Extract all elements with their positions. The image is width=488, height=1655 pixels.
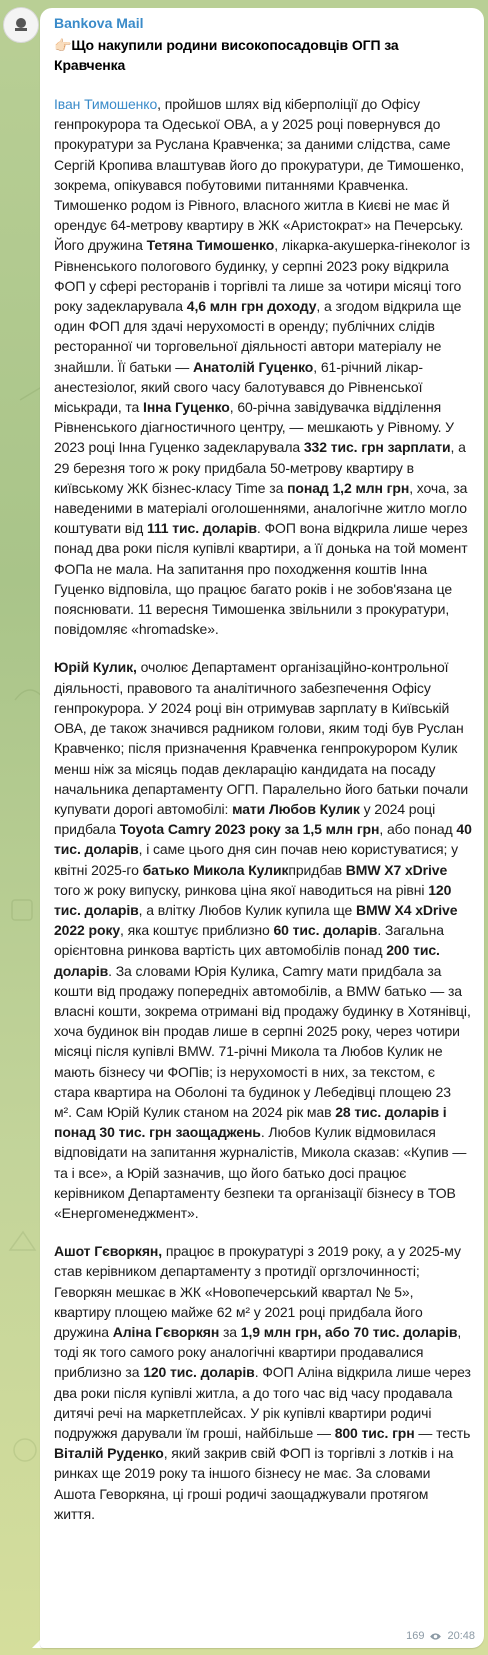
text-bold: 332 тис. грн зарплати bbox=[303, 439, 451, 456]
text-bold: мати Любов Кулик bbox=[232, 800, 360, 817]
channel-avatar[interactable] bbox=[3, 7, 39, 43]
text: того ж року випуску, ринкова ціна якої наводиться на рівні bbox=[54, 881, 429, 898]
text-bold: 120 тис. доларів bbox=[143, 1364, 255, 1381]
text-bold: BMW X4 xDrive 2022 року bbox=[54, 901, 458, 939]
text: , 61-річний лікар-анестезіолог, який свого часу балотувався до Рівненської міськради, та bbox=[54, 358, 423, 416]
paragraph-kulyk bbox=[54, 657, 472, 1223]
eye-icon bbox=[429, 1632, 442, 1641]
view-count: 169 bbox=[406, 1630, 425, 1642]
text-bold: Анатолій Гуценко bbox=[192, 358, 314, 375]
text: придбав bbox=[288, 861, 346, 878]
text: . Любов Кулик відмовилася відповідати на запитання журналістів, Микола сказав: «Купив — та і все», а Юрій зазначив, що його батько досі працює керівником Департаменту безпеки та організації бізнесу в ТОВ «Енергоменеджмент». bbox=[54, 1124, 467, 1221]
channel-name[interactable]: Bankova Mail bbox=[54, 15, 144, 31]
text-bold: Toyota Camry 2023 року за 1,5 млн грн bbox=[119, 821, 380, 838]
text: , пройшов шлях від кіберполіції до Офісу генпрокурора та Одеської ОВА, а у 2025 році повернувся до прокуратури за Руслана Кравченка; за даними слідства, саме Сергій Кропива влаштував його до прокуратури, де Тимошенко, зокрема, опікувався побутовими питаннями Кравченка. Тимошенко родом із Рівного, власного житла в Києві не має й орендує 64-метрову квартиру в ЖК «Аристократ» на Печерську. Його дружина bbox=[54, 96, 465, 254]
message-bubble bbox=[40, 8, 484, 1648]
paragraph-tymoshenko bbox=[54, 94, 472, 639]
text: , а влітку Любов Кулик купила ще bbox=[138, 901, 357, 918]
text-bold: Інна Гуценко bbox=[143, 399, 230, 416]
person-link[interactable]: Іван Тимошенко bbox=[54, 96, 158, 112]
paragraph-rudenko bbox=[54, 1443, 472, 1524]
text: , а згодом відкрила ще один ФОП для здачі нерухомості в оренду; публічних слідів ресторанної чи торговельної діяльності автори матеріалу не знайшли. Її батьки — bbox=[54, 298, 462, 375]
message-time: 20:48 bbox=[447, 1630, 475, 1642]
text: , тоді як того самого року аналогічні квартири продавалися приблизно за bbox=[54, 1323, 462, 1381]
text: , і саме цього дня син почав нею користуватися; у квітні 2025-го bbox=[54, 841, 458, 878]
text-bold: 40 тис. доларів bbox=[54, 821, 472, 858]
text-bold: 28 тис. доларів і понад 30 тис. грн заощаджень bbox=[54, 1103, 447, 1141]
text-bold: BMW X7 xDrive bbox=[345, 861, 448, 878]
text-bold: 4,6 млн грн доходу bbox=[186, 298, 317, 315]
message-body bbox=[54, 94, 472, 1524]
post-headline bbox=[54, 35, 472, 75]
paragraph-gevorkyan bbox=[54, 1241, 472, 1443]
headline-text: Що накупили родини високопосадовців ОГП за Кравченка bbox=[54, 37, 399, 73]
text-bold: 120 тис. доларів bbox=[54, 881, 452, 918]
text: , лікарка-акушерка-гінеколог із Рівненського пологового будинку, у серпні 2023 року відкрила ФОП у сфері ресторанів і торгівлі та лише за чотири місяці того року задекларувала bbox=[54, 237, 470, 315]
text-bold: 60 тис. доларів bbox=[273, 922, 378, 939]
text: , хоча, за наведеними в матеріалі оголошеннями, аналогічне житло могло коштувати від bbox=[54, 479, 468, 537]
text-bold: батько Микола Кулик bbox=[142, 861, 289, 878]
text: . За словами Юрія Кулика, Camry мати придбала за кошти від продажу попередніх автомобілів, а BMW батько — за власні кошти, зокрема отримані від продажу будинку в Хотянівці, хоча будинок він продав лише в серпні 2025 року, через чотири місяці після купівлі BMW. 71-річні Микола та Любов Кулик не мають бізнесу чи ФОПів; із нерухомості в них, за текстом, є стара квартира на Оболоні та будинок у Лебедівці площею 23 м². Сам Юрій Кулик станом на 2024 рік мав bbox=[54, 962, 471, 1120]
text: — тесть bbox=[414, 1425, 471, 1441]
text: у 2024 році придбала bbox=[54, 800, 436, 838]
text: , який закрив свій ФОП із торгівлі з лотків і на ринках ще 2019 року та іншого бізнесу не має. За словами Ашота Геворкяна, ці гроші родичі заощаджували протягом життя. bbox=[54, 1445, 454, 1522]
text: . Загальна орієнтовна ринкова вартість цих автомобілів понад bbox=[54, 922, 444, 959]
paragraph-gap bbox=[54, 639, 472, 657]
message-meta bbox=[406, 1630, 475, 1642]
text-bold: 111 тис. доларів bbox=[146, 520, 257, 537]
text-bold: 1,9 млн грн, або 70 тис. доларів bbox=[240, 1323, 458, 1340]
text: працює в прокуратурі з 2019 року, а у 2025-му став керівником департаменту з протидії оргзлочинності; Геворкян мешкає в ЖК «Новопечерський квартал № 5», квартиру площею майже 62 м² у 2021 році придбала його дружина bbox=[54, 1243, 461, 1340]
text-bold: Юрій Кулик, bbox=[54, 659, 137, 676]
text: , а 29 березня того ж року придбала 50-метрову квартиру в київському ЖК бізнес-класу Time за bbox=[54, 439, 466, 496]
pointing-hand-icon: 👉🏻 bbox=[54, 37, 72, 53]
text: очолює Департамент організаційно-контрольної діяльності, правового та аналітичного забезпечення Офісу генпрокурора. У 2024 році він отримував зарплату в Київській ОВА, де також значився радником голови, яким тоді був Руслан Кравченко; після призначення Кравченка генпрокурором Кулик менш ніж за місяць подав декларацію кандидата на посаду начальника департаменту ОГП. Паралельно його батьки почали купувати дорогі автомобілі: bbox=[54, 659, 469, 817]
text: . ФОП вона відкрила лише через понад два роки після купівлі квартири, а її донька на той момент ФОПа не мала. На запитання про походження коштів Інна Гуценко відповіла, що працює багато років і не зобов'язана це пояснювати. 11 вересня Тимошенка звільнили з прокуратури, повідомляє «hromadske». bbox=[54, 520, 468, 638]
text-bold: Аліна Гєворкян bbox=[112, 1323, 220, 1340]
text: , 60-річна завідувачка відділення Рівненського діагностичного центру, — мешкають у Рівному. У 2023 році Інна Гуценко задекларувала bbox=[54, 399, 454, 456]
channel-avatar-icon bbox=[9, 13, 33, 37]
text-bold: понад 1,2 млн грн bbox=[287, 479, 410, 496]
paragraph-gap bbox=[54, 1223, 472, 1241]
text-bold: Ашот Гєворкян, bbox=[54, 1243, 163, 1260]
text-bold: Тетяна Тимошенко bbox=[146, 237, 275, 254]
text-bold: 800 тис. грн bbox=[334, 1425, 415, 1441]
text: , яка коштує приблизно bbox=[120, 922, 274, 939]
text-bold: Віталій Руденко bbox=[54, 1445, 164, 1462]
text: , або понад bbox=[379, 821, 457, 838]
text-bold: 200 тис. доларів bbox=[54, 942, 440, 979]
text: . ФОП Аліна відкрила лише через два роки після купівлі житла, а до того час від часу продавала дитячі речі на маркетплейсах. У рік купівлі квартири родичі подружжя дарували їм гроші, найбільше — bbox=[54, 1364, 471, 1441]
text: за bbox=[219, 1323, 241, 1340]
